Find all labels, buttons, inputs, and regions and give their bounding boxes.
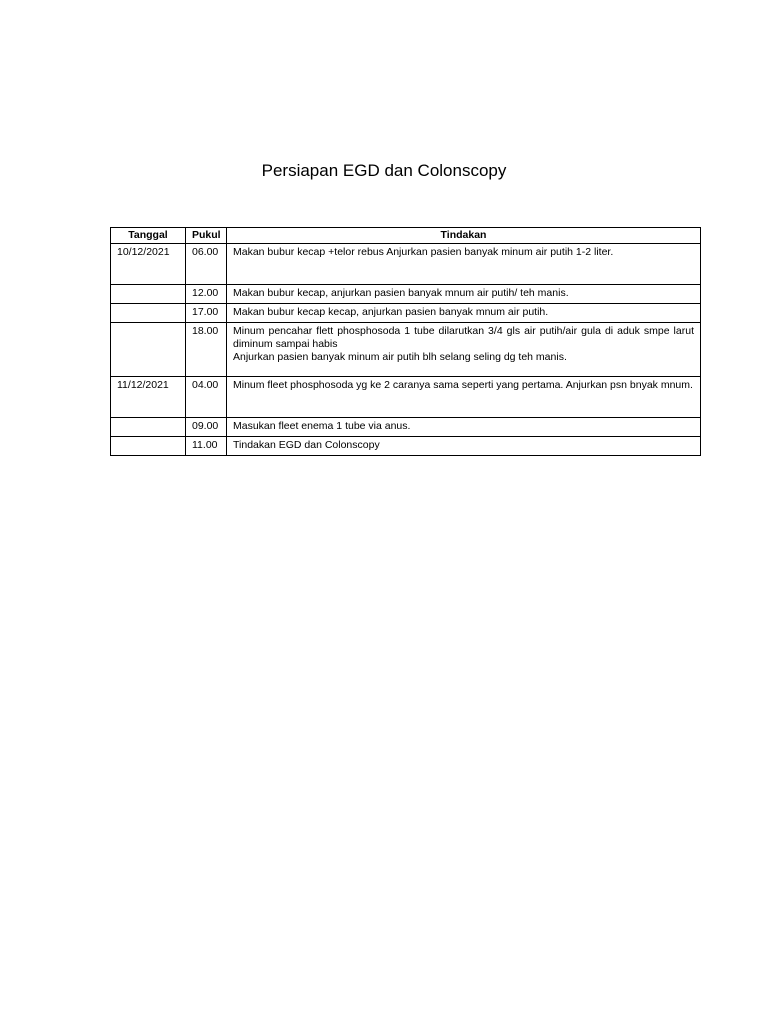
cell-date: [111, 304, 186, 323]
cell-date: [111, 285, 186, 304]
cell-time: 06.00: [186, 244, 227, 285]
cell-date: [111, 323, 186, 377]
schedule-table: [110, 227, 701, 456]
cell-time: 12.00: [186, 285, 227, 304]
cell-action: [227, 437, 701, 456]
cell-date: [111, 437, 186, 456]
header-time: Pukul: [186, 228, 227, 244]
action-text: Masukan fleet enema 1 tube via anus.: [233, 420, 411, 432]
cell-action: [227, 418, 701, 437]
cell-action: [227, 377, 701, 418]
cell-action: [227, 304, 701, 323]
table-row: [111, 437, 701, 456]
header-date: Tanggal: [111, 228, 186, 244]
table-row: [111, 377, 701, 418]
table-row: [111, 418, 701, 437]
cell-action: [227, 244, 701, 285]
table-row: [111, 304, 701, 323]
cell-action: [227, 285, 701, 304]
action-text: Makan bubur kecap kecap, anjurkan pasien banyak mnum air putih.: [233, 306, 549, 318]
cell-time: 11.00: [186, 437, 227, 456]
cell-action: [227, 323, 701, 377]
cell-time: 18.00: [186, 323, 227, 377]
action-text: Tindakan EGD dan Colonscopy: [233, 439, 380, 451]
action-text: Makan bubur kecap, anjurkan pasien banyak mnum air putih/ teh manis.: [233, 287, 569, 299]
table-header-row: [111, 228, 701, 244]
table-row: [111, 285, 701, 304]
action-text: Minum pencahar flett phosphosoda 1 tube dilarutkan 3/4 gls air putih/air gula di aduk smpe larut diminum sampai habis: [233, 325, 694, 350]
cell-time: 17.00: [186, 304, 227, 323]
cell-date: [111, 418, 186, 437]
action-text: Anjurkan pasien banyak minum air putih blh selang seling dg teh manis.: [233, 351, 567, 363]
page-title: Persiapan EGD dan Colonscopy: [261, 161, 507, 180]
cell-time: 04.00: [186, 377, 227, 418]
action-text: Minum fleet phosphosoda yg ke 2 caranya sama seperti yang pertama. Anjurkan psn bnyak mnum.: [233, 379, 693, 391]
table-row: [111, 323, 701, 377]
action-text: Makan bubur kecap +telor rebus Anjurkan pasien banyak minum air putih 1-2 liter.: [233, 246, 614, 258]
cell-date: 10/12/2021: [111, 244, 186, 285]
cell-date: 11/12/2021: [111, 377, 186, 418]
table-row: [111, 244, 701, 285]
header-action: Tindakan: [227, 228, 701, 244]
cell-time: 09.00: [186, 418, 227, 437]
